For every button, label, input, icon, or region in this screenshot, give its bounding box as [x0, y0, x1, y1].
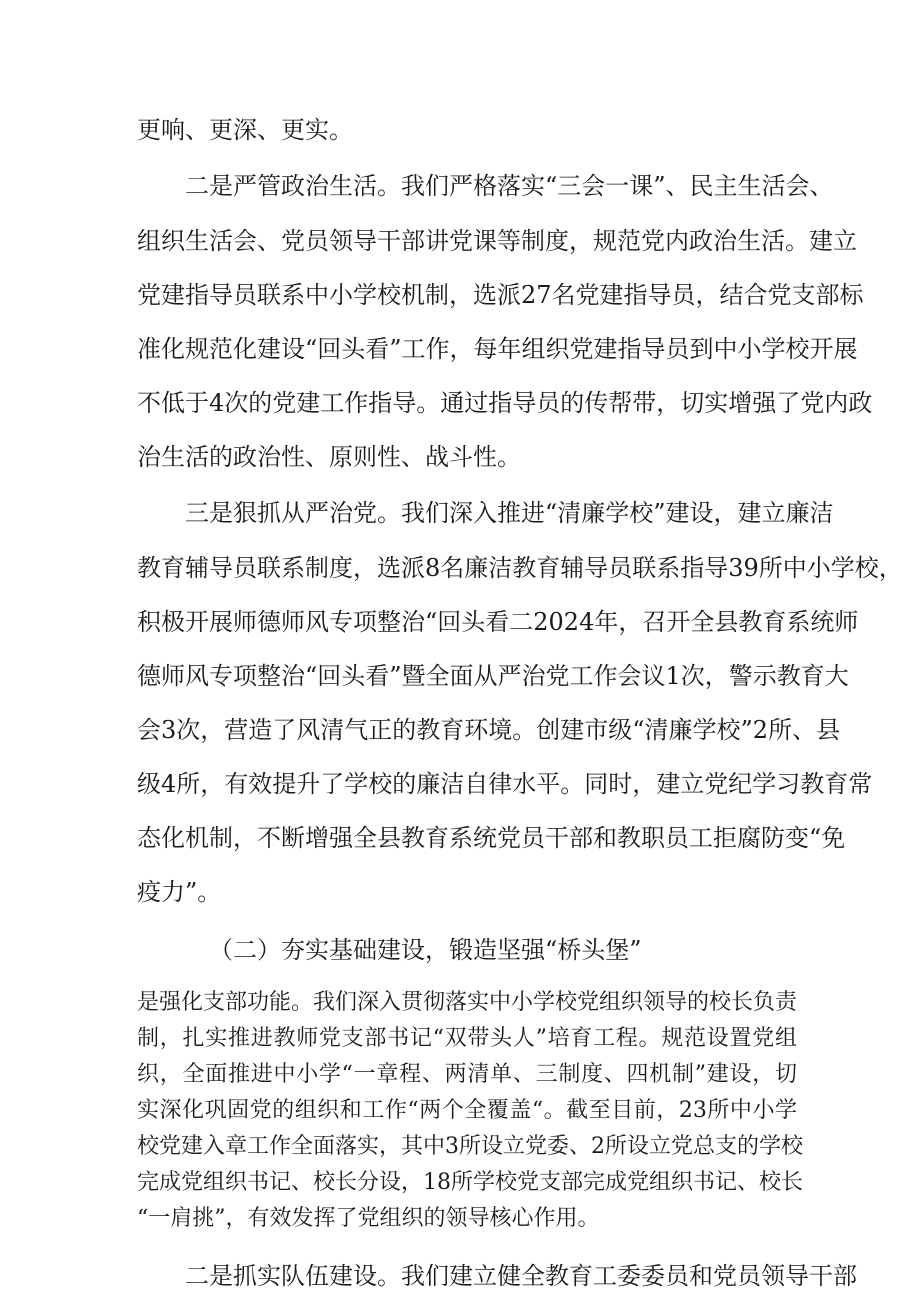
- paragraph-branch-line: 是强化支部功能。我们深入贯彻落实中小学校党组织领导的校长负责: [137, 990, 798, 1015]
- paragraph-discipline-line: 会3次，营造了风清气正的教育环境。创建市级“清廉学校”2所、县: [137, 716, 841, 744]
- paragraph-discipline-line: 教育辅导员联系制度，选派8名廉洁教育辅导员联系指导39所中小学校，: [137, 554, 903, 582]
- section-heading: （二）夯实基础建设，锻造坚强“桥头堡”: [209, 936, 642, 964]
- paragraph-branch-line: 制，扎实推进教师党支部书记“双带头人”培育工程。规范设置党组: [137, 1026, 797, 1051]
- paragraph-branch-line: 校党建入章工作全面落实，其中3所设立党委、2所设立党总支的学校: [137, 1134, 803, 1159]
- paragraph-intro-line: 更响、更深、更实。: [137, 116, 353, 144]
- paragraph-politics-line: 二是严管政治生活。我们严格落实“三会一课”、民主生活会、: [185, 172, 834, 200]
- paragraph-team-line: 二是抓实队伍建设。我们建立健全教育工委委员和党员领导干部: [185, 1262, 857, 1290]
- paragraph-politics-line: 不低于4次的党建工作指导。通过指导员的传帮带，切实增强了党内政: [137, 389, 873, 417]
- paragraph-discipline-line: 三是狠抓从严治党。我们深入推进“清廉学校”建设，建立廉洁: [185, 499, 834, 527]
- paragraph-branch-line: 织，全面推进中小学“一章程、两清单、三制度、四机制”建设，切: [137, 1062, 797, 1087]
- paragraph-branch-line: 实深化巩固党的组织和工作“两个全覆盖“。截至目前，23所中小学: [137, 1098, 797, 1123]
- paragraph-discipline-line: 德师风专项整治“回头看”暨全面从严治党工作会议1次，警示教育大: [137, 662, 849, 690]
- paragraph-discipline-line: 积极开展师德师风专项整治“回头看二2024年，召开全县教育系统师: [137, 608, 859, 636]
- paragraph-discipline-line: 疫力”。: [137, 878, 222, 906]
- paragraph-branch-line: 完成党组织书记、校长分设，18所学校党支部完成党组织书记、校长: [137, 1170, 803, 1195]
- paragraph-discipline-line: 级4所，有效提升了学校的廉洁自律水平。同时，建立党纪学习教育常: [137, 770, 873, 798]
- paragraph-politics-line: 准化规范化建设“回头看”工作，每年组织党建指导员到中小学校开展: [137, 335, 858, 363]
- paragraph-politics-line: 党建指导员联系中小学校机制，选派27名党建指导员，结合党支部标: [137, 281, 864, 309]
- paragraph-discipline-line: 态化机制，不断增强全县教育系统党员干部和教职员工拒腐防变“免: [137, 824, 846, 852]
- paragraph-politics-line: 治生活的政治性、原则性、战斗性。: [137, 443, 521, 471]
- paragraph-politics-line: 组织生活会、党员领导干部讲党课等制度，规范党内政治生活。建立: [137, 227, 857, 255]
- paragraph-branch-line: “一肩挑”，有效发挥了党组织的领导核心作用。: [137, 1206, 600, 1231]
